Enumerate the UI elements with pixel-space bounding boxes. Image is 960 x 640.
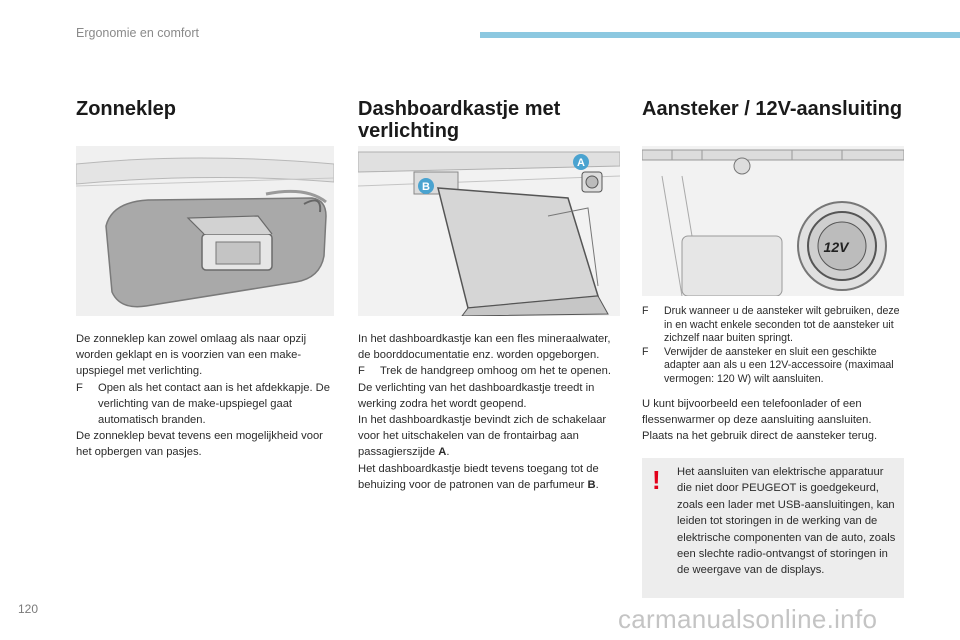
lighter-instructions (642, 305, 908, 387)
bullet-icon: F (358, 365, 365, 378)
bullet-icon: F (642, 345, 649, 358)
paragraph: Plaats na het gebruik direct de aansteker terug. (642, 430, 878, 443)
callout-b: B (422, 181, 430, 193)
header-accent-bar (480, 32, 960, 38)
glovebox-illustration (358, 146, 620, 316)
glovebox-text (358, 331, 620, 493)
warning-box (642, 458, 904, 598)
warning-icon: ! (652, 465, 661, 495)
instruction-item: F Open als het contact aan is het afdekkapje. De verlichting van de make-upspiegel gaat automatisch branden. (76, 381, 330, 427)
page-number: 120 (18, 602, 39, 616)
paragraph: De verlichting van het dashboardkastje treedt in werking zodra het wordt geopend. (358, 381, 595, 410)
sun-visor-text (76, 331, 336, 461)
warning-text: Het aansluiten van elektrische apparatuur die niet door PEUGEOT is goedgekeurd, zoals een lader met USB-aansluitingen, kan leiden tot storingen in de werking van de elektrische componenten van de auto, zoals een slechte radio-ontvangst of storingen in de weergave van de displays. (677, 466, 896, 577)
instruction-item: F Verwijder de aansteker en sluit een geschikte adapter aan als u een 12V-accessoire (maximaal vermogen: 120 W) wilt aansluiten. (642, 345, 894, 385)
bullet-icon: F (642, 305, 649, 317)
lighter-socket-illustration (642, 146, 904, 296)
lighter-text (642, 396, 908, 445)
instruction-item: F Trek de handgreep omhoog om het te openen. (358, 363, 620, 379)
socket-12v-label: 12V (823, 239, 849, 255)
callout-a: A (577, 157, 585, 169)
section-title-glovebox: Dashboardkastje met verlichting (358, 98, 561, 142)
bullet-icon: F (76, 381, 83, 394)
sun-visor-illustration (76, 146, 334, 316)
watermark: carmanualsonline.info (618, 604, 878, 634)
instruction-item: F Druk wanneer u de aansteker wilt gebruiken, deze in en wacht enkele seconden tot de aansteker uit zichzelf naar buiten springt. (642, 305, 900, 345)
section-title-lighter: Aansteker / 12V-aansluiting (642, 98, 903, 120)
paragraph: Het dashboardkastje biedt tevens toegang tot de behuizing voor de patronen van de parfumeur B. (358, 462, 599, 491)
paragraph: U kunt bijvoorbeeld een telefoonlader of een flessenwarmer op deze aansluiting aansluiten. (642, 398, 872, 427)
paragraph: In het dashboardkastje kan een fles mineraalwater, de boorddocumentatie enz. worden opgeborgen. (358, 333, 611, 362)
section-title-sun-visor: Zonneklep (76, 98, 177, 120)
paragraph: De zonneklep bevat tevens een mogelijkheid voor het opbergen van pasjes. (76, 430, 323, 459)
running-header: Ergonomie en comfort (76, 26, 199, 40)
paragraph: De zonneklep kan zowel omlaag als naar opzij worden geklapt en is voorzien van een make-upspiegel met verlichting. (76, 333, 307, 378)
paragraph: In het dashboardkastje bevindt zich de schakelaar voor het uitschakelen van de frontairbag aan passagierszijde A. (358, 414, 607, 459)
